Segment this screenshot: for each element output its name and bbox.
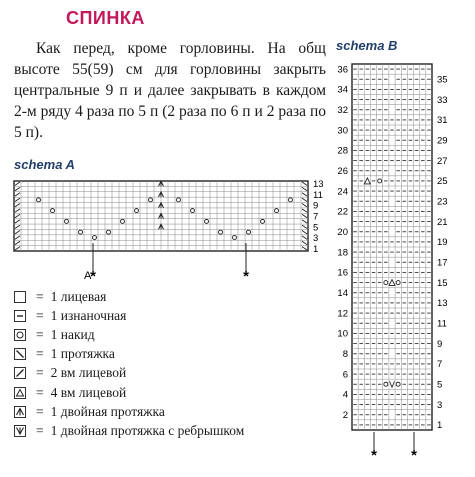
schema-b-row-number: 17: [437, 257, 448, 269]
schema-b-row-number: 2: [342, 410, 348, 422]
legend-item-label: 1 двойная протяжка: [50, 403, 165, 419]
legend-item: = 1 двойная протяжка с ребрышком: [14, 421, 324, 440]
schema-a-row-number: 1: [313, 243, 319, 255]
schema-a-row-number: 13: [313, 179, 324, 191]
yarn-over-icon: [14, 329, 26, 341]
schema-b-row-number: 28: [337, 145, 348, 157]
legend-item-label: 1 двойная протяжка с ребрышком: [50, 422, 245, 438]
legend-item-label: 4 вм лицевой: [50, 384, 127, 400]
legend-item-label: 1 накид: [50, 326, 95, 342]
schema-a-row-number: 9: [313, 200, 319, 212]
schema-a-row-number: 3: [313, 233, 319, 245]
schema-b-row-number: 15: [437, 277, 448, 289]
schema-b-row-number: 14: [337, 288, 348, 300]
slip-knit-pass-icon: [14, 348, 26, 360]
section-title: СПИНКА: [66, 8, 145, 28]
knit-two-together-icon: [14, 367, 26, 379]
schema-b-row-number: 19: [437, 237, 448, 249]
schema-b-row-number: 33: [437, 94, 448, 106]
schema-b-row-number: 11: [437, 318, 447, 330]
symbol-legend: [14, 287, 324, 441]
schema-b-row-number: 31: [437, 115, 448, 127]
schema-b-label: schema B: [336, 38, 398, 53]
schema-b-left-row-numbers: [337, 64, 348, 421]
knit-four-together-icon: [14, 387, 26, 399]
knit-stitch-icon: [14, 291, 26, 303]
repeat-star-label: *: [243, 268, 249, 285]
instructions-paragraph: Как перед, кроме горловины. На общ высоте 55(59) см для горловины закрыть центральные 9 п и далее закрывать в каждом 2-м ряду 4 раза по 5 п (2 раза по 6 п и 2 раза по 5 п).: [14, 40, 326, 141]
schema-a-label: schema A: [14, 157, 75, 172]
legend-item-label: 1 протяжка: [50, 346, 115, 362]
schema-b-row-number: 36: [337, 64, 348, 76]
purl-stitch-icon: [14, 310, 26, 322]
schema-a-row-numbers: [313, 179, 324, 255]
legend-item: = 1 лицевая: [14, 287, 324, 306]
schema-a-row-number: 11: [313, 189, 323, 201]
repeat-star-label: *: [90, 268, 96, 285]
schema-b-row-number: 12: [337, 308, 348, 320]
schema-b-row-number: 32: [337, 105, 348, 117]
legend-item: = 4 вм лицевой: [14, 383, 324, 402]
double-decrease-icon: [14, 406, 26, 418]
schema-b-row-number: 22: [337, 206, 348, 218]
repeat-star-label: *: [411, 447, 417, 462]
schema-b-row-number: 7: [437, 359, 443, 371]
schema-b-row-number: 10: [337, 328, 348, 340]
schema-a-row-number: 5: [313, 222, 319, 234]
legend-item: = 1 двойная протяжка: [14, 402, 324, 421]
schema-b-row-number: 23: [437, 196, 448, 208]
schema-b-row-number: 34: [337, 84, 348, 96]
legend-item: = 2 вм лицевой: [14, 364, 324, 383]
schema-b-row-number: 29: [437, 135, 448, 147]
schema-b-row-number: 4: [342, 389, 348, 401]
legend-item-label: 2 вм лицевой: [50, 365, 127, 381]
schema-b-row-number: 9: [437, 338, 443, 350]
schema-b-row-number: 1: [437, 420, 443, 432]
schema-b-row-number: 16: [337, 267, 348, 279]
schema-b-repeat-markers: [371, 432, 417, 462]
schema-b-row-number: 18: [337, 247, 348, 259]
legend-item: = 1 изнаночная: [14, 306, 324, 325]
instructions-text: [14, 38, 326, 143]
schema-b-row-number: 26: [337, 166, 348, 178]
schema-b-row-number: 30: [337, 125, 348, 137]
schema-b-row-number: 25: [437, 176, 448, 188]
schema-b-right-row-numbers: [437, 75, 448, 432]
marker-a-label: A: [84, 270, 92, 282]
schema-b-row-number: 24: [337, 186, 348, 198]
schema-b-chart: [328, 56, 460, 462]
schema-b-row-number: 3: [437, 399, 443, 411]
schema-b-row-number: 27: [437, 155, 448, 167]
repeat-star-label: *: [371, 447, 377, 462]
schema-b-row-number: 5: [437, 379, 443, 391]
schema-a-chart: [8, 175, 324, 285]
schema-b-row-number: 21: [437, 216, 448, 228]
legend-item: = 1 накид: [14, 325, 324, 344]
schema-a-row-number: 7: [313, 211, 319, 223]
schema-b-row-number: 13: [437, 298, 448, 310]
schema-b-row-number: 8: [342, 349, 348, 361]
schema-b-row-number: 35: [437, 74, 448, 86]
legend-item-label: 1 изнаночная: [50, 307, 127, 323]
schema-b-grid: [352, 64, 432, 430]
legend-item-label: 1 лицевая: [50, 288, 107, 304]
schema-b-row-number: 20: [337, 227, 348, 239]
schema-b-row-number: 6: [342, 369, 348, 381]
legend-item: = 1 протяжка: [14, 345, 324, 364]
double-decrease-rib-icon: [14, 425, 26, 437]
